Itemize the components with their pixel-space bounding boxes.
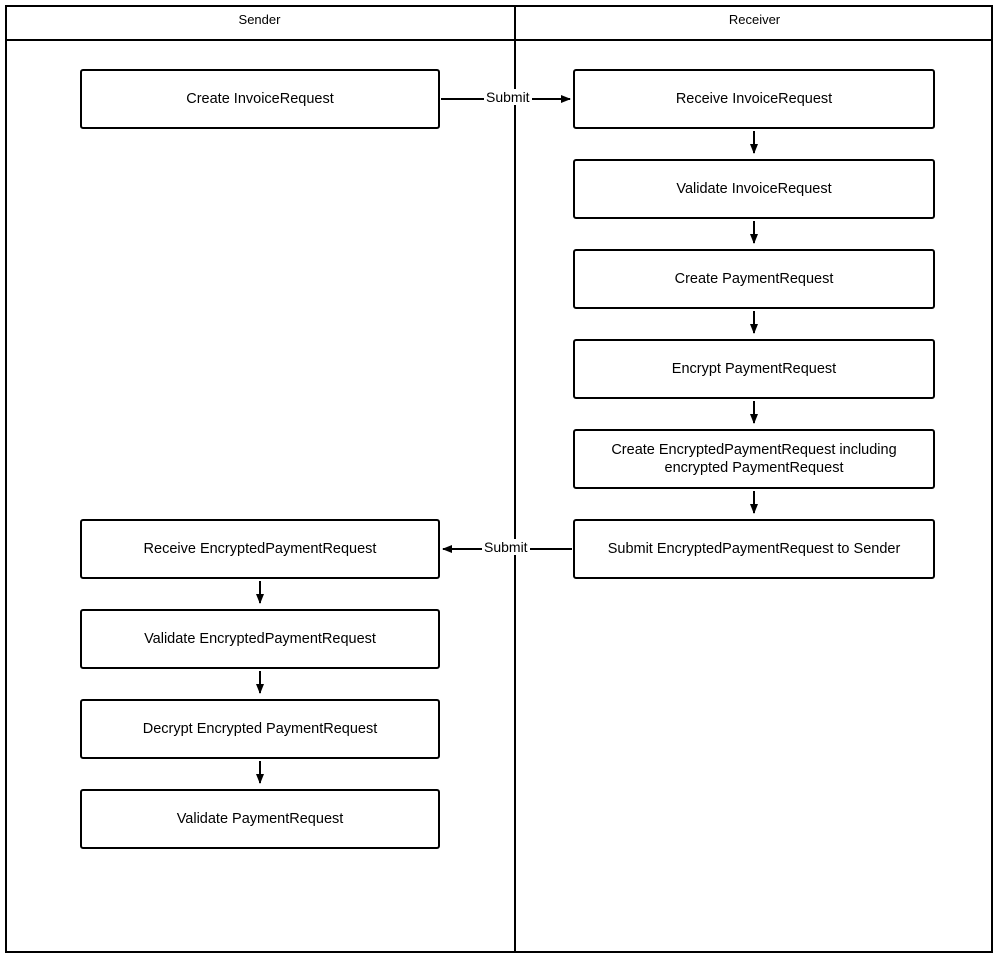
node-validate-invoicerequest[interactable]: Validate InvoiceRequest (573, 159, 935, 219)
edge-label-submit-to-receiver: Submit (486, 89, 530, 105)
node-create-paymentrequest[interactable]: Create PaymentRequest (573, 249, 935, 309)
node-create-encryptedpaymentrequest[interactable]: Create EncryptedPaymentRequest including encrypted PaymentRequest (573, 429, 935, 489)
lane-title-receiver: Receiver (728, 12, 781, 27)
lane-title-sender: Sender (238, 12, 281, 27)
node-receive-encryptedpaymentrequest[interactable]: Receive EncryptedPaymentRequest (80, 519, 440, 579)
lane-vertical-divider (514, 5, 516, 953)
node-submit-encryptedpaymentrequest-to-sender[interactable]: Submit EncryptedPaymentRequest to Sender (573, 519, 935, 579)
node-create-invoicerequest[interactable]: Create InvoiceRequest (80, 69, 440, 129)
edge-label-submit-to-sender: Submit (484, 539, 528, 555)
node-validate-paymentrequest[interactable]: Validate PaymentRequest (80, 789, 440, 849)
node-validate-encryptedpaymentrequest[interactable]: Validate EncryptedPaymentRequest (80, 609, 440, 669)
node-decrypt-encrypted-paymentrequest[interactable]: Decrypt Encrypted PaymentRequest (80, 699, 440, 759)
lane-header-divider (5, 39, 993, 41)
node-receive-invoicerequest[interactable]: Receive InvoiceRequest (573, 69, 935, 129)
node-encrypt-paymentrequest[interactable]: Encrypt PaymentRequest (573, 339, 935, 399)
